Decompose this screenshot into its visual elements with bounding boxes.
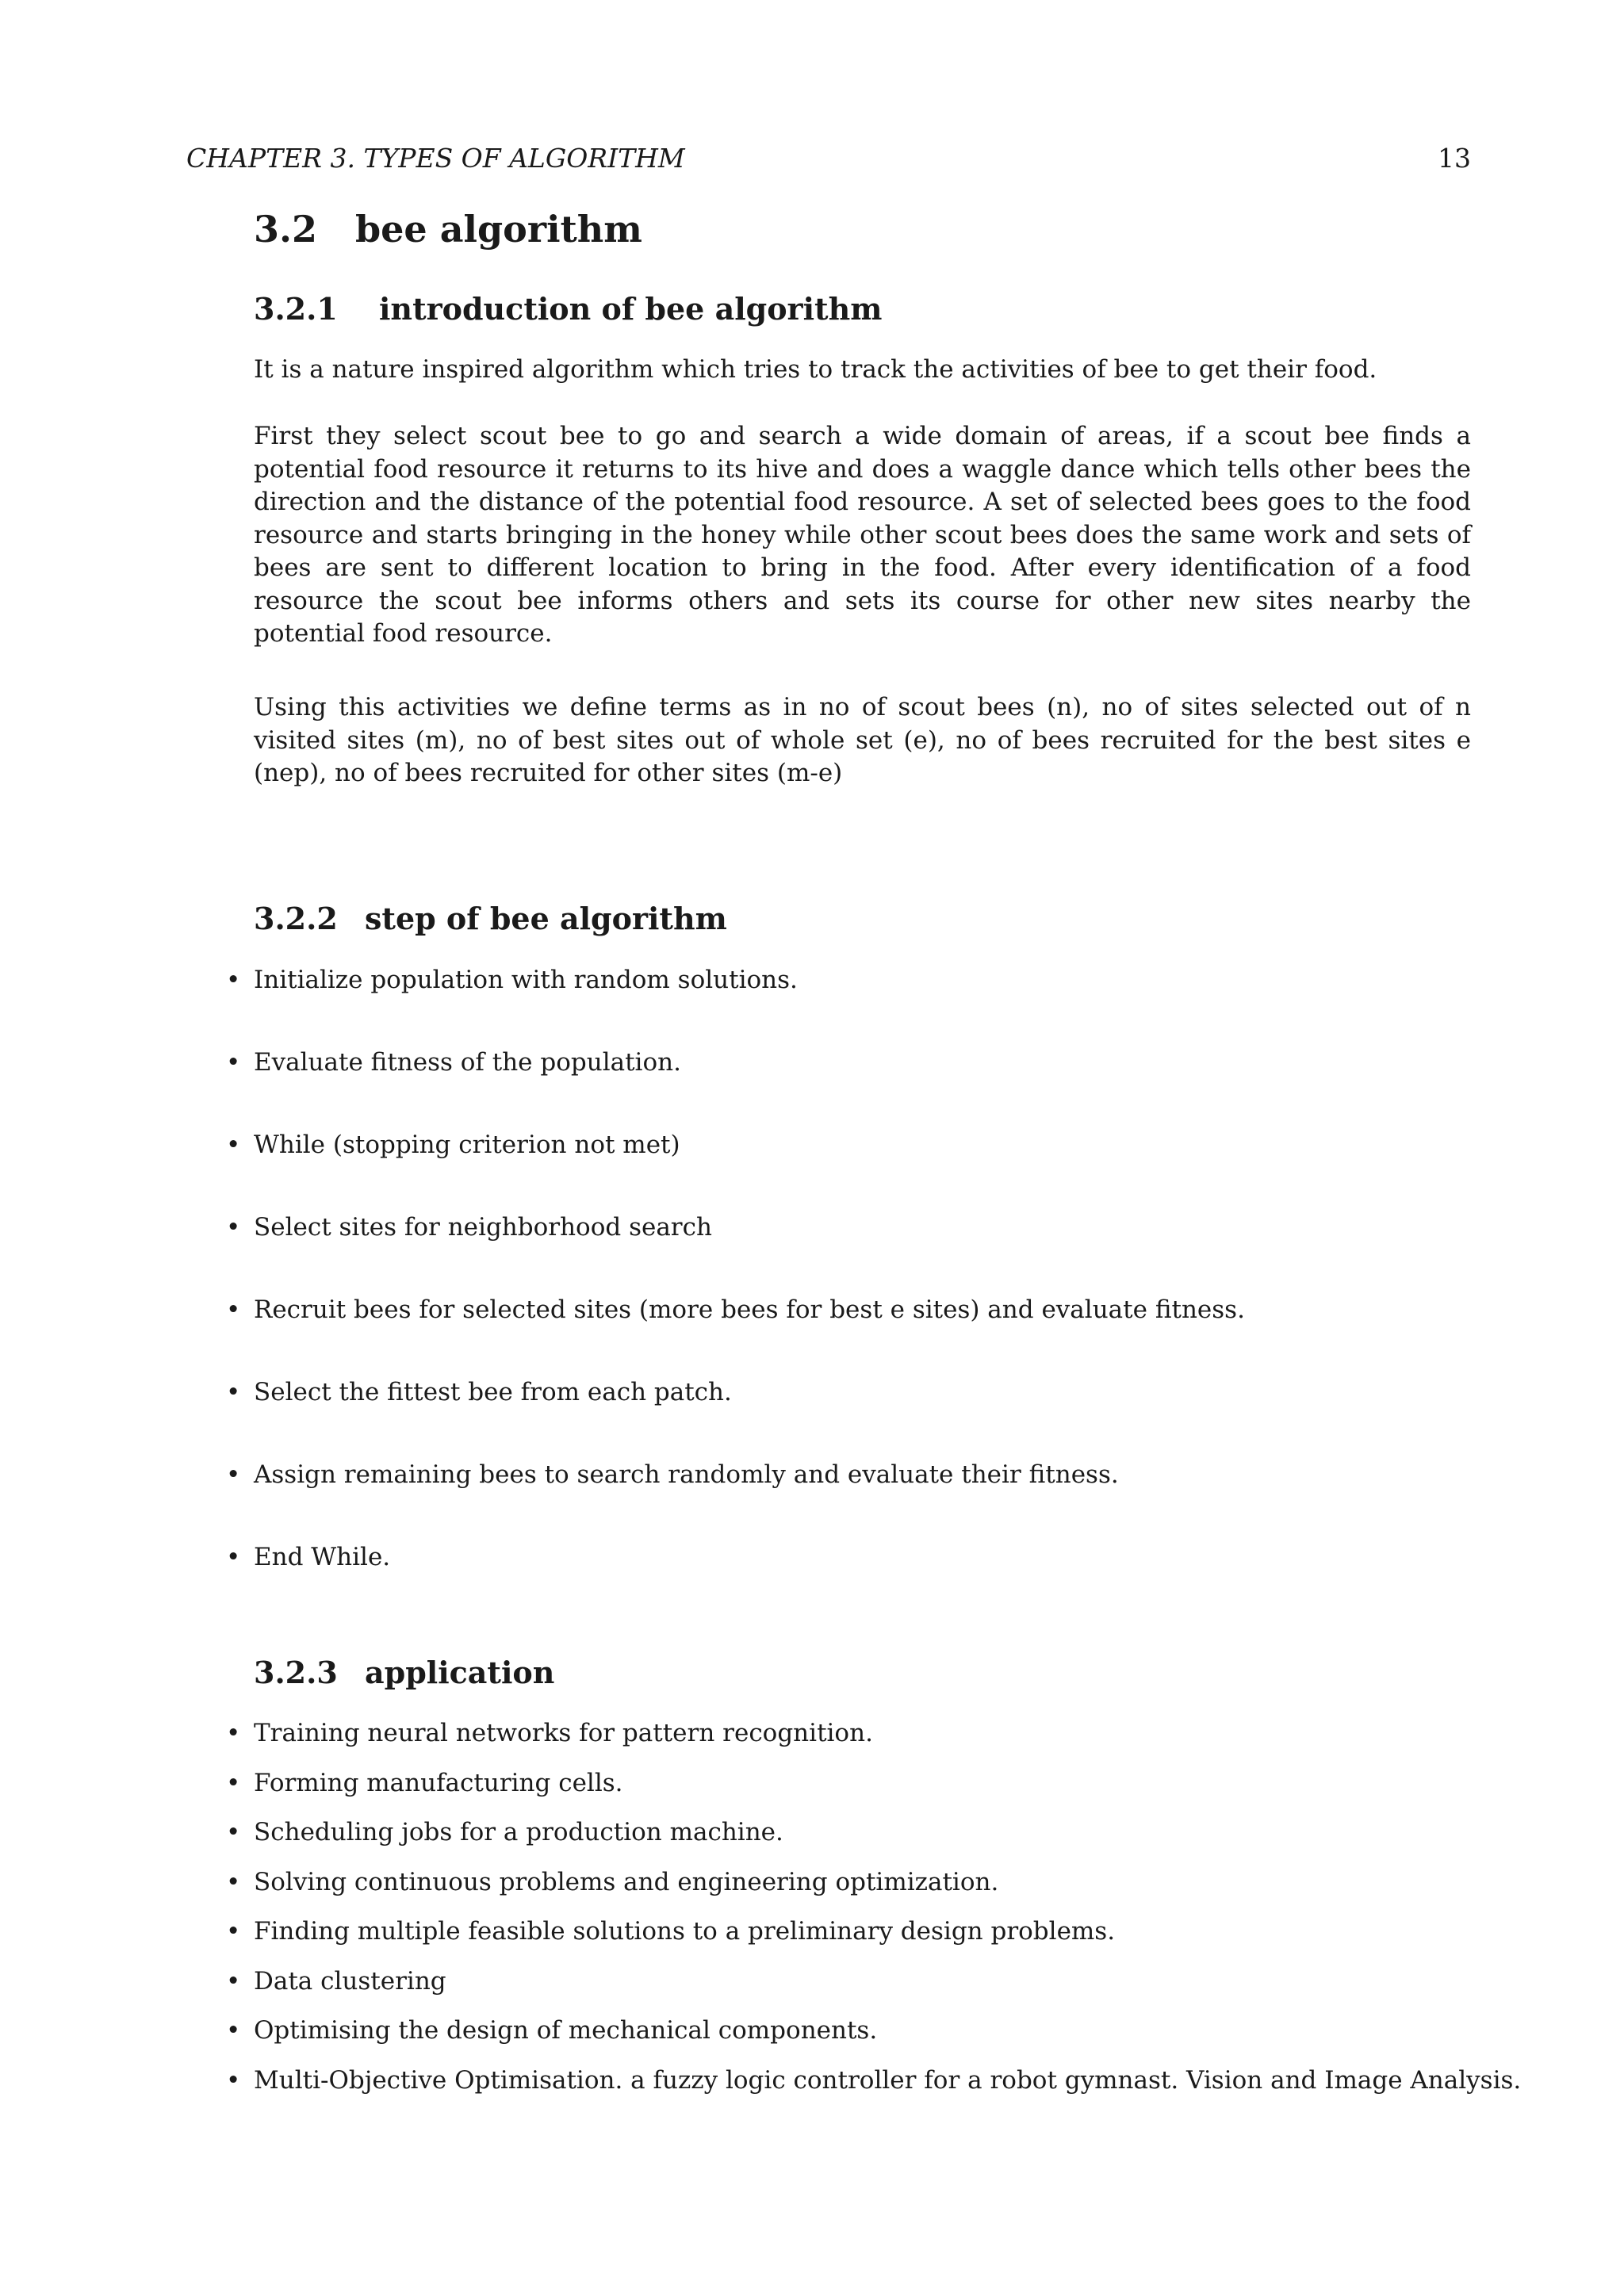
bullet-icon: • bbox=[226, 1213, 241, 1242]
section-heading bbox=[254, 208, 642, 251]
bullet-icon: • bbox=[226, 966, 241, 994]
bullet-icon: • bbox=[226, 1818, 241, 1846]
bullet-icon: • bbox=[226, 1295, 241, 1324]
list-item bbox=[222, 1717, 1521, 1767]
section-number: 3.2 bbox=[254, 208, 318, 251]
paragraph-description: First they select scout bee to go and search a wide domain of areas, if a scout bee finds a potential food resource it returns to its hive and does a waggle dance which tells other bees the direction and the distance of the potential food resource. A set of selected bees goes to the food resource and starts bringing in the honey while other scout bees does the same work and sets of bees are sent to different location to bring in the food. After every identification of a food resource the scout bee informs others and sets its course for other new sites nearby the potential food resource. bbox=[254, 422, 1471, 648]
section-title: bee algorithm bbox=[355, 208, 642, 251]
subsection-number: 3.2.1 bbox=[254, 291, 338, 327]
paragraph-definitions: Using this activities we define terms as in no of scout bees (n), no of sites selected out of n visited sites (m), no of best sites out of whole set (e), no of bees recruited for the best sites e (nep), no of bees recruited for other sites (m-e) bbox=[254, 693, 1471, 787]
subsection-heading-application bbox=[254, 1655, 554, 1690]
subsection-title: introduction of bee algorithm bbox=[379, 291, 883, 327]
list-item-text: Assign remaining bees to search randomly and evaluate their fitness. bbox=[254, 1460, 1119, 1489]
bullet-icon: • bbox=[226, 1966, 241, 1996]
list-item bbox=[222, 1541, 1245, 1624]
bullet-icon: • bbox=[226, 1460, 241, 1489]
list-item-text: Multi-Objective Optimisation. a fuzzy logic controller for a robot gymnast. Vision and Image Analysis. bbox=[254, 2065, 1522, 2095]
bullet-icon: • bbox=[226, 1048, 241, 1077]
applications-list bbox=[222, 1717, 1521, 2114]
paragraph-intro: It is a nature inspired algorithm which tries to track the activities of bee to get their food. bbox=[254, 355, 1377, 384]
list-item-text: Initialize population with random solutions. bbox=[254, 966, 798, 994]
bullet-icon: • bbox=[226, 2016, 241, 2045]
list-item bbox=[222, 1866, 1521, 1916]
list-item bbox=[222, 1211, 1245, 1294]
bullet-icon: • bbox=[226, 1378, 241, 1406]
subsection-heading-steps bbox=[254, 901, 727, 936]
list-item-text: Recruit bees for selected sites (more bees for best e sites) and evaluate fitness. bbox=[254, 1295, 1245, 1324]
running-header bbox=[186, 143, 1471, 182]
list-item bbox=[222, 1965, 1521, 2015]
steps-list bbox=[222, 964, 1245, 1624]
subsection-number: 3.2.3 bbox=[254, 1655, 338, 1690]
list-item bbox=[222, 1376, 1245, 1459]
list-item bbox=[222, 1767, 1521, 1817]
bullet-icon: • bbox=[226, 1543, 241, 1571]
list-item-text: Scheduling jobs for a production machine. bbox=[254, 1818, 783, 1846]
list-item-text: Select the fittest bee from each patch. bbox=[254, 1378, 732, 1406]
list-item-text: Optimising the design of mechanical components. bbox=[254, 2016, 878, 2045]
list-item bbox=[222, 964, 1245, 1047]
list-item-text: While (stopping criterion not met) bbox=[254, 1131, 680, 1159]
list-item bbox=[222, 1459, 1245, 1541]
list-item bbox=[222, 1816, 1521, 1866]
list-item bbox=[222, 1047, 1245, 1129]
list-item bbox=[222, 1129, 1245, 1211]
chapter-title: CHAPTER 3. TYPES OF ALGORITHM bbox=[186, 143, 685, 174]
list-item bbox=[222, 1294, 1245, 1376]
list-item-text: Solving continuous problems and engineering optimization. bbox=[254, 1867, 999, 1896]
bullet-icon: • bbox=[226, 1867, 241, 1896]
bullet-icon: • bbox=[226, 1768, 241, 1797]
subsection-title: application bbox=[365, 1655, 555, 1690]
list-item-text: Finding multiple feasible solutions to a preliminary design problems. bbox=[254, 1917, 1116, 1946]
subsection-title: step of bee algorithm bbox=[365, 901, 727, 936]
subsection-number: 3.2.2 bbox=[254, 901, 338, 936]
list-item-text: Select sites for neighborhood search bbox=[254, 1213, 712, 1242]
list-item bbox=[222, 2064, 1521, 2114]
list-item-text: Forming manufacturing cells. bbox=[254, 1768, 623, 1797]
list-item bbox=[222, 1915, 1521, 1965]
list-item-text: Training neural networks for pattern recognition. bbox=[254, 1719, 873, 1747]
page-number: 13 bbox=[1438, 143, 1471, 174]
list-item-text: End While. bbox=[254, 1543, 391, 1571]
bullet-icon: • bbox=[226, 1131, 241, 1159]
bullet-icon: • bbox=[226, 1917, 241, 1946]
list-item-text: Evaluate fitness of the population. bbox=[254, 1048, 681, 1077]
list-item bbox=[222, 2015, 1521, 2064]
subsection-heading-intro bbox=[254, 291, 882, 327]
list-item-text: Data clustering bbox=[254, 1966, 446, 1996]
bullet-icon: • bbox=[226, 1719, 241, 1747]
bullet-icon: • bbox=[226, 2065, 241, 2095]
